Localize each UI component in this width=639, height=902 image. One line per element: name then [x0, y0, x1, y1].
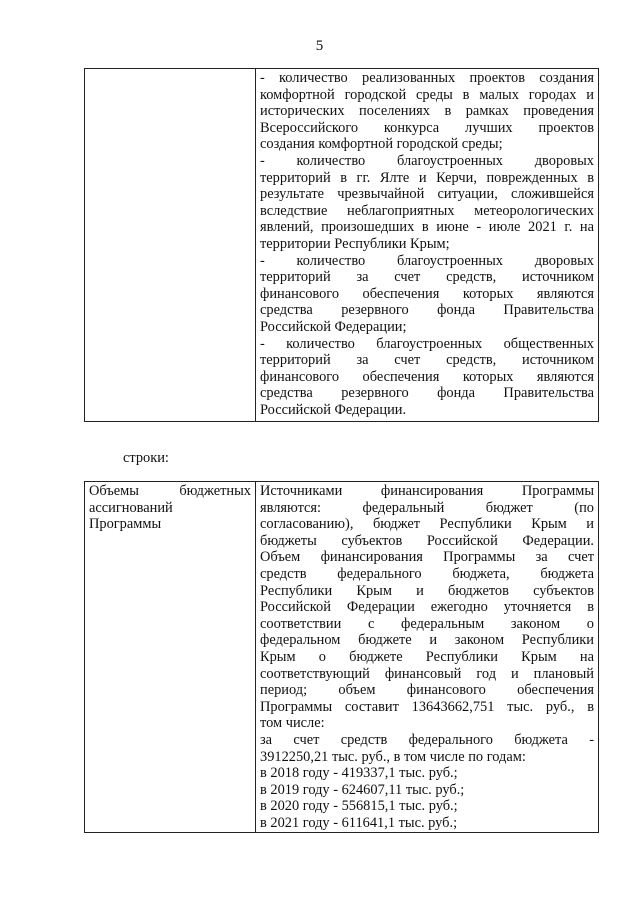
table1-text-line: явлений, произошедших в июне - июле 2021 г. на [260, 219, 594, 236]
budget-text-line: Крым о бюджете Республики Крым на [260, 648, 594, 665]
budget-text-line: в 2018 году - 419337,1 тыс. руб.; [260, 765, 458, 782]
budget-table [84, 481, 599, 833]
table1-text-line: финансового обеспечения которых являются [260, 285, 594, 302]
table1-text-line: - количество благоустроенных дворовых [260, 152, 594, 169]
table2-left-cell [85, 482, 256, 833]
table1-text-line: - количество благоустроенных дворовых [260, 252, 594, 269]
budget-label-line: Объемы бюджетных [89, 483, 251, 499]
budget-text-line: том числе: [260, 715, 325, 732]
table1-left-cell [85, 69, 256, 422]
budget-text-line: соответствии с федеральным законом о [260, 615, 594, 632]
table1-text-line: Российской Федерации. [260, 401, 407, 418]
budget-text-line: 3912250,21 тыс. руб., в том числе по годам: [260, 748, 526, 765]
budget-text-line: Источниками финансирования Программы [260, 483, 594, 499]
section-label: строки: [123, 450, 169, 466]
table1-text-block [260, 70, 594, 418]
budget-text-line: соответствующий финансовый год и плановый [260, 665, 594, 682]
table1-text-line: создания комфортной городской среды; [260, 136, 503, 153]
table1-text-line: Всероссийского конкурса лучших проектов [260, 119, 594, 136]
table1-text-line: результате чрезвычайной ситуации, сложившейся [260, 186, 594, 203]
budget-label-block [89, 483, 251, 533]
budget-text-line: за счет средств федерального бюджета - [260, 731, 594, 748]
table1-text-line: исторических поселениях в рамках проведения [260, 103, 594, 120]
table1-text-line: территорий в гг. Ялте и Керчи, поврежденных в [260, 169, 594, 186]
budget-text-line: в 2020 году - 556815,1 тыс. руб.; [260, 798, 458, 815]
budget-text-line: в 2021 году - 611641,1 тыс. руб.; [260, 814, 458, 831]
table1-text-line: Российской Федерации; [260, 318, 407, 335]
indicators-table [84, 68, 599, 422]
budget-text-line: Российской Федерации ежегодно уточняется в [260, 599, 594, 616]
budget-text-line: Объем финансирования Программы за счет [260, 549, 594, 566]
budget-text-line: бюджеты субъектов Российской Федерации. [260, 532, 594, 549]
budget-text-line: согласованию), бюджет Республики Крым и [260, 516, 594, 533]
table1-text-line: вследствие неблагоприятных метеорологических [260, 202, 594, 219]
table2-right-cell [256, 482, 599, 833]
table1-text-line: финансового обеспечения которых являются [260, 368, 594, 385]
budget-text-line: являются: федеральный бюджет (по [260, 499, 594, 516]
table1-text-line: комфортной городской среды в малых городах и [260, 86, 594, 103]
table-row [85, 69, 599, 422]
budget-label-line: Программы [89, 516, 162, 533]
table1-text-line: средства резервного фонда Правительства [260, 302, 594, 319]
budget-text-line: федеральном бюджете и законом Республики [260, 632, 594, 649]
budget-text-line: средств федерального бюджета, бюджета [260, 565, 594, 582]
table-row [85, 482, 599, 833]
budget-text-line: период; объем финансового обеспечения [260, 682, 594, 699]
table1-text-line: территории Республики Крым; [260, 235, 450, 252]
budget-text-line: Программы составит 13643662,751 тыс. руб., в [260, 698, 594, 715]
table1-text-line: средства резервного фонда Правительства [260, 385, 594, 402]
budget-text-block [260, 483, 594, 831]
table1-text-line: - количество реализованных проектов создания [260, 70, 594, 86]
table1-text-line: территорий за счет средств, источником [260, 269, 594, 286]
budget-text-line: в 2019 году - 624607,11 тыс. руб.; [260, 781, 465, 798]
budget-label-line: ассигнований [89, 499, 173, 516]
table1-text-line: территорий за счет средств, источником [260, 352, 594, 369]
page-number: 5 [315, 38, 324, 54]
budget-text-line: Республики Крым и бюджетов субъектов [260, 582, 594, 599]
table1-right-cell [256, 69, 599, 422]
table1-text-line: - количество благоустроенных общественных [260, 335, 594, 352]
